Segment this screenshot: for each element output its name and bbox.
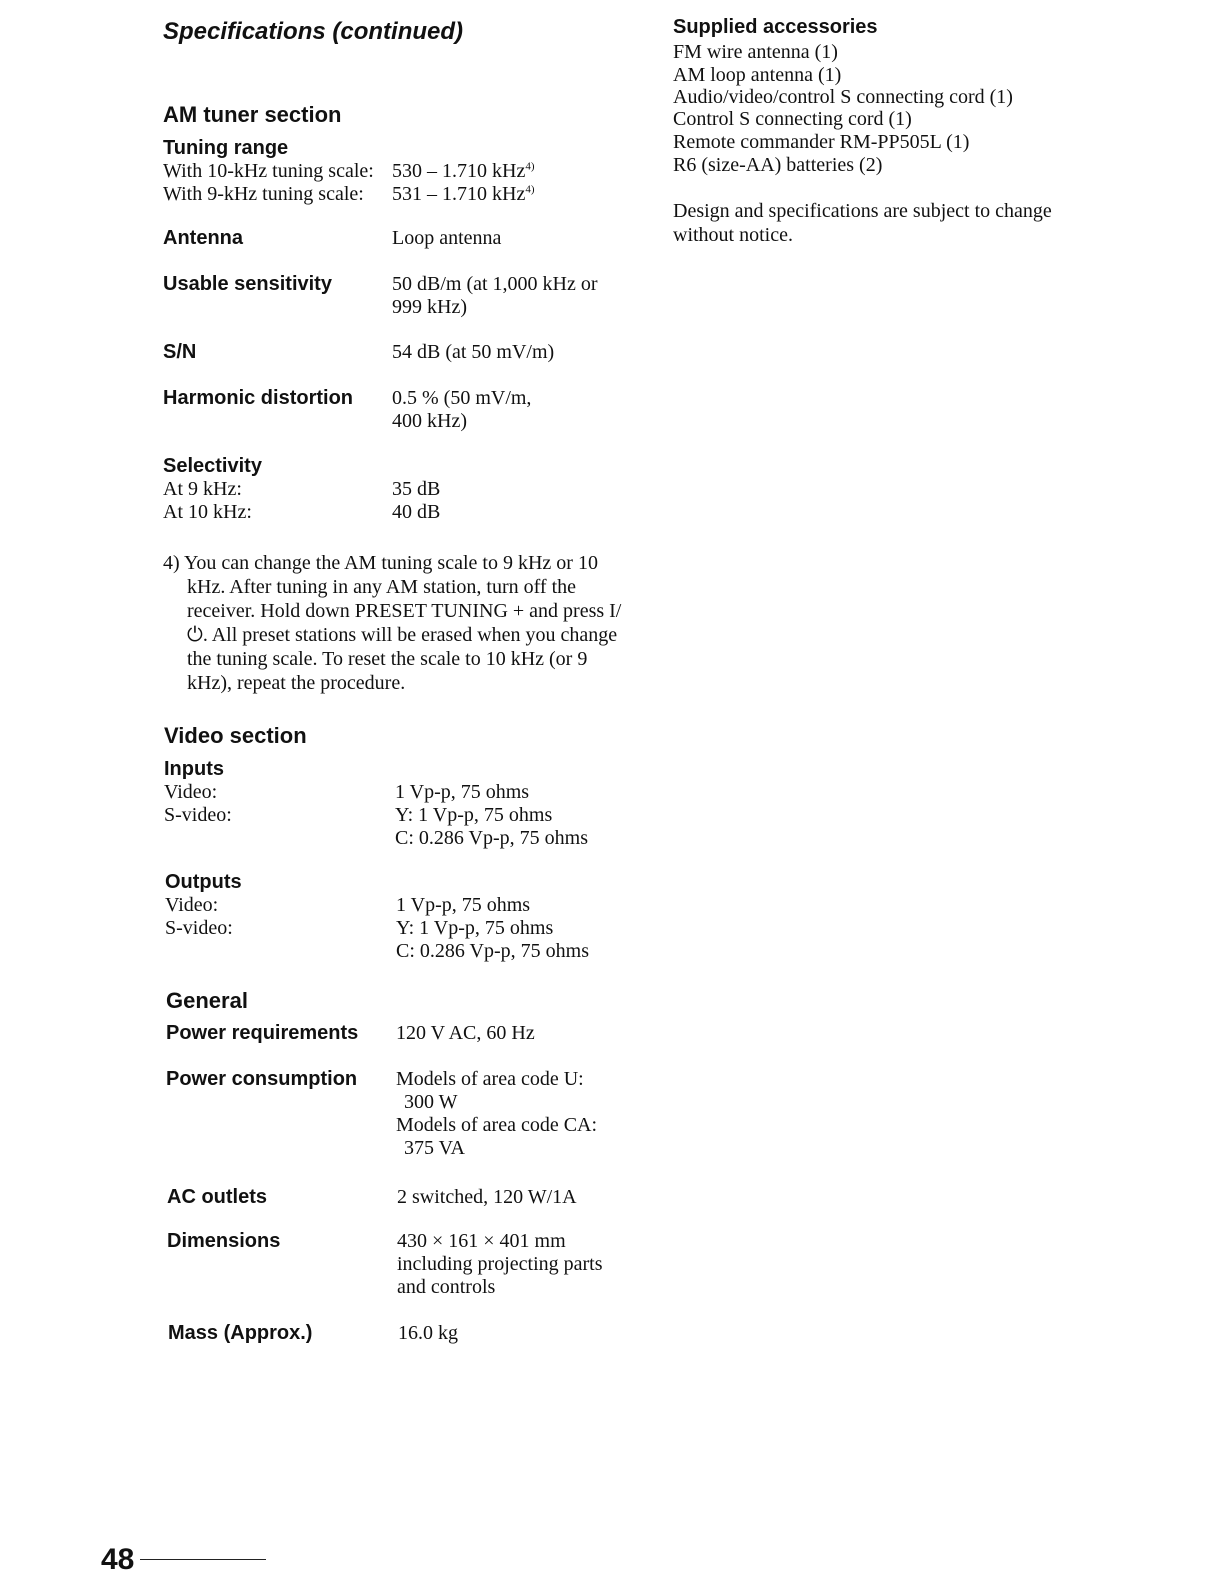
inputs-video-value: 1 Vp-p, 75 ohms bbox=[395, 781, 530, 803]
accessory-item: R6 (size-AA) batteries (2) bbox=[673, 154, 883, 176]
outputs-svideo-label: S-video: bbox=[165, 917, 233, 939]
video-section-heading: Video section bbox=[164, 723, 307, 748]
notice-line-1: Design and specifications are subject to change bbox=[673, 200, 1052, 222]
accessory-item: Control S connecting cord (1) bbox=[673, 108, 912, 130]
notice-line-2: without notice. bbox=[673, 224, 793, 246]
selectivity-9khz-value: 35 dB bbox=[392, 478, 441, 500]
power-requirements-value: 120 V AC, 60 Hz bbox=[396, 1022, 535, 1044]
tuning-10khz-value: 530 – 1.710 kHz$^{4)}$ bbox=[392, 160, 535, 182]
mass-label: Mass (Approx.) bbox=[168, 1322, 313, 1344]
inputs-svideo-y: Y: 1 Vp-p, 75 ohms bbox=[395, 804, 553, 826]
outputs-svideo-c: C: 0.286 Vp-p, 75 ohms bbox=[396, 940, 589, 962]
outputs-video-label: Video: bbox=[165, 894, 219, 916]
harmonic-distortion-value-2: 400 kHz) bbox=[392, 410, 467, 432]
inputs-svideo-label: S-video: bbox=[164, 804, 232, 826]
power-consumption-line-3: Models of area code CA: bbox=[396, 1114, 598, 1136]
dimensions-line-3: and controls bbox=[397, 1276, 496, 1298]
sn-value: 54 dB (at 50 mV/m) bbox=[392, 341, 555, 363]
footer-rule bbox=[140, 1559, 266, 1560]
accessory-item: Remote commander RM-PP505L (1) bbox=[673, 131, 970, 153]
general-heading: General bbox=[166, 988, 248, 1013]
page-number: 48 bbox=[101, 1543, 135, 1576]
accessory-item: FM wire antenna (1) bbox=[673, 41, 838, 63]
inputs-label: Inputs bbox=[164, 758, 224, 780]
ac-outlets-value: 2 switched, 120 W/1A bbox=[397, 1186, 577, 1208]
antenna-value: Loop antenna bbox=[392, 227, 502, 249]
sn-label: S/N bbox=[163, 341, 197, 363]
dimensions-line-2: including projecting parts bbox=[397, 1253, 603, 1275]
power-consumption-label: Power consumption bbox=[166, 1068, 358, 1090]
tuning-10khz-label: With 10-kHz tuning scale: bbox=[163, 160, 374, 182]
inputs-video-label: Video: bbox=[164, 781, 218, 803]
page-title: Specifications (continued) bbox=[163, 18, 464, 45]
accessory-item: Audio/video/control S connecting cord (1) bbox=[673, 86, 1013, 108]
harmonic-distortion-value-1: 0.5 % (50 mV/m, bbox=[392, 387, 532, 409]
dimensions-line-1: 430 × 161 × 401 mm bbox=[397, 1230, 566, 1252]
outputs-label: Outputs bbox=[165, 871, 242, 893]
accessory-item: AM loop antenna (1) bbox=[673, 64, 842, 86]
usable-sensitivity-value-2: 999 kHz) bbox=[392, 296, 467, 318]
antenna-label: Antenna bbox=[163, 227, 243, 249]
outputs-svideo-y: Y: 1 Vp-p, 75 ohms bbox=[396, 917, 554, 939]
am-tuner-heading: AM tuner section bbox=[163, 102, 342, 127]
power-requirements-label: Power requirements bbox=[166, 1022, 359, 1044]
harmonic-distortion-label: Harmonic distortion bbox=[163, 387, 354, 409]
selectivity-label: Selectivity bbox=[163, 455, 262, 477]
ac-outlets-label: AC outlets bbox=[167, 1186, 267, 1208]
outputs-video-value: 1 Vp-p, 75 ohms bbox=[396, 894, 531, 916]
selectivity-10khz-value: 40 dB bbox=[392, 501, 441, 523]
inputs-svideo-c: C: 0.286 Vp-p, 75 ohms bbox=[395, 827, 588, 849]
tuning-9khz-value: 531 – 1.710 kHz$^{4)}$ bbox=[392, 183, 535, 205]
dimensions-label: Dimensions bbox=[167, 1230, 281, 1252]
usable-sensitivity-value-1: 50 dB/m (at 1,000 kHz or bbox=[392, 273, 598, 295]
tuning-9khz-label: With 9-kHz tuning scale: bbox=[163, 183, 364, 205]
usable-sensitivity-label: Usable sensitivity bbox=[163, 273, 332, 295]
power-consumption-line-2: 300 W bbox=[404, 1091, 458, 1113]
accessories-heading: Supplied accessories bbox=[673, 16, 878, 38]
power-consumption-line-1: Models of area code U: bbox=[396, 1068, 584, 1090]
footnote-4: 4) You can change the AM tuning scale to 9 kHz or 10 kHz. After tuning in any AM station, turn off the receiver. Hold down PRESET TUNING + and press I/⏻. All preset stations will be erased when you change the tuning scale. To reset the scale to 10 kHz (or 9 kHz), repeat the procedure. bbox=[163, 552, 622, 694]
power-consumption-line-4: 375 VA bbox=[404, 1137, 465, 1159]
selectivity-9khz-label: At 9 kHz: bbox=[163, 478, 242, 500]
selectivity-10khz-label: At 10 kHz: bbox=[163, 501, 252, 523]
mass-value: 16.0 kg bbox=[398, 1322, 458, 1344]
tuning-range-label: Tuning range bbox=[163, 137, 289, 159]
